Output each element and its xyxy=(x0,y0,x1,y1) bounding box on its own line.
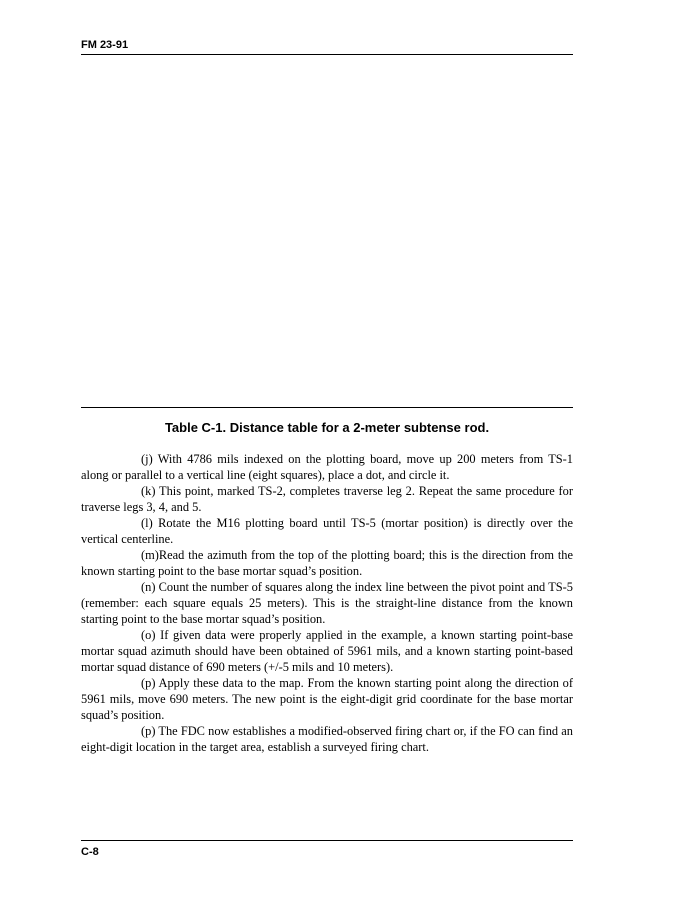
header-rule xyxy=(81,54,573,55)
paragraph-l: (l) Rotate the M16 plotting board until TS-5 (mortar position) is directly over the vertical centerline. xyxy=(81,516,573,546)
paragraph-m: (m)Read the azimuth from the top of the plotting board; this is the direction from the known starting point to the base mortar squad’s position. xyxy=(81,548,573,578)
paragraph-j: (j) With 4786 mils indexed on the plotting board, move up 200 meters from TS-1 along or parallel to a vertical line (eight squares), place a dot, and circle it. xyxy=(81,452,573,482)
running-head: FM 23-91 xyxy=(81,39,129,51)
paragraph-n: (n) Count the number of squares along the index line between the pivot point and TS-5 (remember: each square equals 25 meters). This is the straight-line distance from the known starting point to the base mortar squad’s position. xyxy=(81,580,573,626)
paragraph-k: (k) This point, marked TS-2, completes traverse leg 2. Repeat the same procedure for traverse legs 3, 4, and 5. xyxy=(81,484,573,514)
table-top-rule xyxy=(81,407,573,408)
body-text xyxy=(81,451,573,755)
page-number: C-8 xyxy=(81,846,99,858)
footer-rule xyxy=(81,840,573,841)
paragraph-o: (o) If given data were properly applied in the example, a known starting point-base mortar squad azimuth should have been obtained of 5961 mils, and a known starting point-based mortar squad distance of 690 meters (+/-5 mils and 10 meters). xyxy=(81,628,573,674)
table-title: Table C-1. Distance table for a 2-meter subtense rod. xyxy=(164,420,490,435)
paragraph-p-first: (p) Apply these data to the map. From the known starting point along the direction of 5961 mils, move 690 meters. The new point is the eight-digit grid coordinate for the base mortar squad’s position. xyxy=(81,676,573,722)
paragraph-p-second: (p) The FDC now establishes a modified-observed firing chart or, if the FO can find an eight-digit location in the target area, establish a surveyed firing chart. xyxy=(81,724,573,754)
